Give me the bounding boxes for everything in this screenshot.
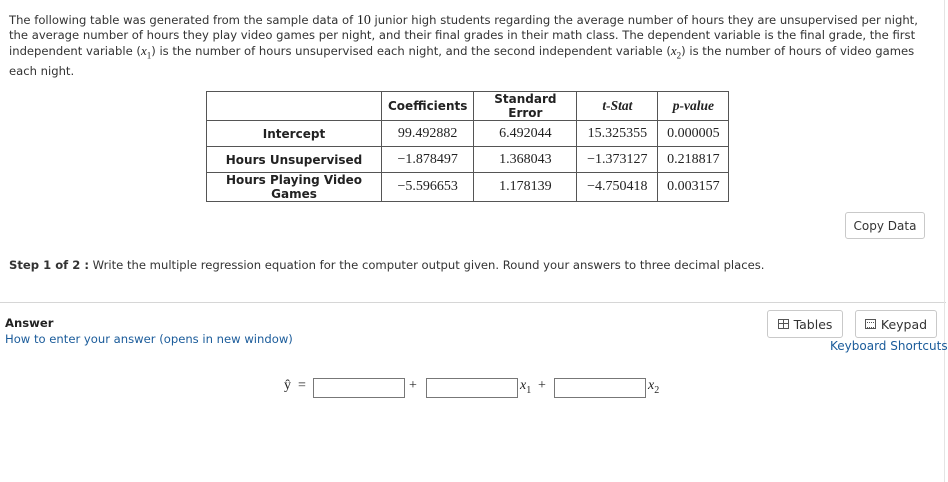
p-value-cell: 0.218817	[658, 147, 729, 173]
table-corner	[207, 92, 382, 121]
x2-term: $x_2$	[648, 378, 660, 396]
x2-symbol: $x_2$	[670, 43, 682, 61]
x1-term: $x_1$	[520, 378, 532, 396]
header-t-stat: t-Stat	[577, 92, 658, 121]
copy-data-button[interactable]: Copy Data	[845, 212, 925, 239]
right-edge-divider	[944, 0, 945, 482]
x1-symbol: $x_1$	[140, 43, 152, 61]
regression-output-table	[206, 91, 729, 202]
header-standard-error: Standard Error	[474, 92, 577, 121]
section-divider	[0, 302, 946, 303]
row-label: Hours Unsupervised	[207, 147, 382, 173]
answer-heading: Answer	[5, 316, 54, 330]
step-label: Step 1 of 2 :	[9, 258, 89, 272]
keypad-button-label: Keypad	[880, 316, 928, 332]
x2-coefficient-answer-field[interactable]	[554, 378, 646, 398]
coefficient-cell: −5.596653	[382, 173, 474, 202]
p-value-cell: 0.003157	[658, 173, 729, 202]
standard-error-cell: 1.178139	[474, 173, 577, 202]
table-header-row	[207, 92, 729, 121]
table-icon	[778, 319, 789, 329]
how-to-enter-answer-link[interactable]: How to enter your answer (opens in new window)	[5, 332, 293, 346]
t-stat-cell: −4.750418	[577, 173, 658, 202]
keypad-icon	[865, 319, 876, 329]
keypad-button[interactable]	[855, 310, 937, 338]
tables-button[interactable]	[767, 310, 843, 338]
equals-sign: =	[298, 378, 306, 393]
intercept-answer-field[interactable]	[313, 378, 405, 398]
row-label: Intercept	[207, 121, 382, 147]
table-row	[207, 121, 729, 147]
standard-error-cell: 6.492044	[474, 121, 577, 147]
sample-size: 10	[356, 13, 371, 28]
coefficient-cell: −1.878497	[382, 147, 474, 173]
plus-sign: +	[538, 378, 546, 393]
y-hat-symbol: ŷ	[284, 378, 291, 393]
keyboard-shortcuts-link[interactable]: Keyboard Shortcuts	[830, 339, 948, 353]
t-stat-cell: −1.373127	[577, 147, 658, 173]
tables-button-label: Tables	[793, 316, 833, 332]
step-text: Write the multiple regression equation for the computer output given. Round your answers to three decimal places.	[88, 258, 765, 272]
plus-sign: +	[409, 378, 417, 393]
table-row	[207, 147, 729, 173]
step-instruction	[9, 258, 765, 272]
t-stat-cell: 15.325355	[577, 121, 658, 147]
x1-coefficient-answer-field[interactable]	[426, 378, 518, 398]
table-row	[207, 173, 729, 202]
row-label: Hours Playing Video Games	[207, 173, 382, 202]
header-p-value: p-value	[658, 92, 729, 121]
p-value-cell: 0.000005	[658, 121, 729, 147]
header-coefficients: Coefficients	[382, 92, 474, 121]
problem-statement: The following table was generated from the sample data of 10 junior high students regarding the average number of hours they are unsupervised per night, the average number of hours they play video games per night, and their final grades in their math class. The dependent variable is the final grade, the first independent variable $(x_1)$ is the number of hours unsupervised each night, and the second independent variable $(x_2)$ is the number of hours of video games each night.	[9, 13, 918, 78]
coefficient-cell: 99.492882	[382, 121, 474, 147]
standard-error-cell: 1.368043	[474, 147, 577, 173]
